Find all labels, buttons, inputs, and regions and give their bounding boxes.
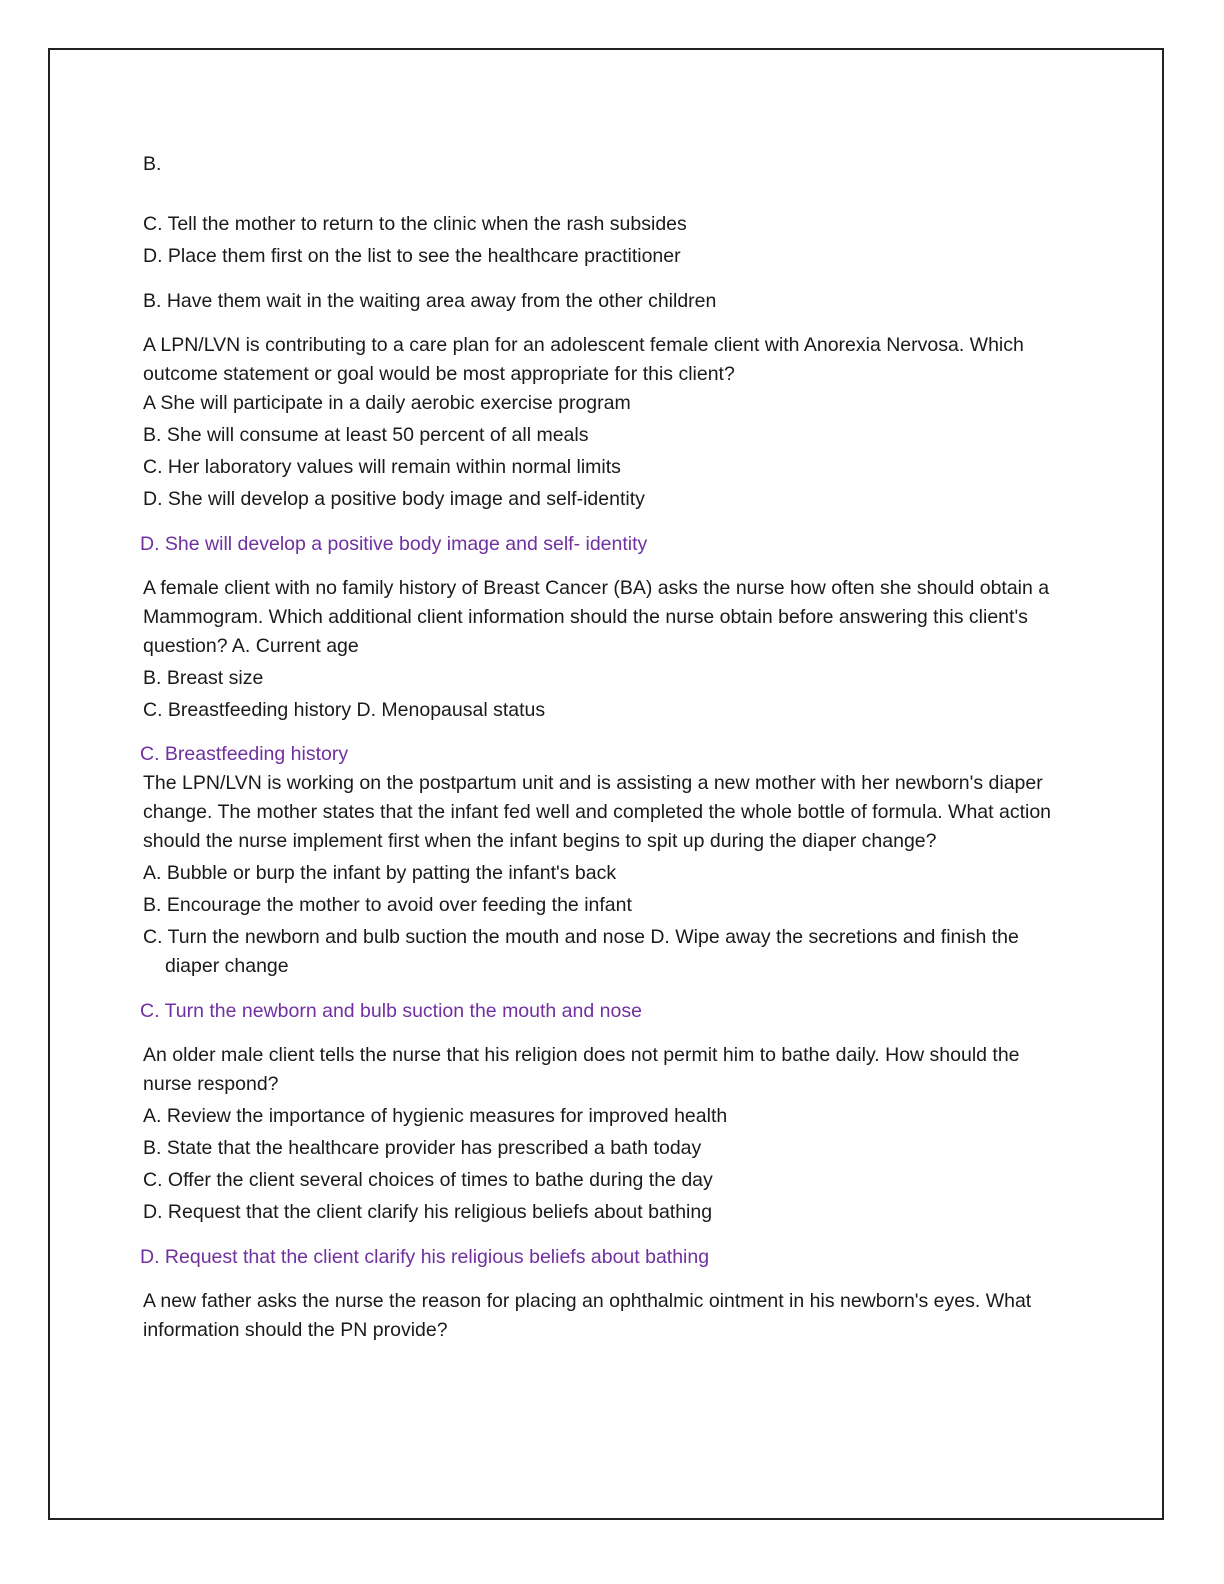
- answer-text: B. Have them wait in the waiting area away from the other children: [143, 290, 717, 312]
- answer-text: C. Turn the newborn and bulb suction the mouth and nose: [140, 1000, 642, 1022]
- option-d: D. Place them first on the list to see the healthcare practitioner: [143, 245, 681, 267]
- option-cd: C. Breastfeeding history D. Menopausal status: [143, 699, 546, 721]
- answer-text: D. Request that the client clarify his religious beliefs about bathing: [140, 1246, 710, 1268]
- question-text: The LPN/LVN is working on the postpartum unit and is assisting a new mother with her newborn's diaper change. The mother states that the infant fed well and completed the whole bottle of formula. What action should the nurse implement first when the infant begins to spit up during the diaper change?: [143, 772, 1052, 852]
- option-d: D. Request that the client clarify his religious beliefs about bathing: [143, 1201, 713, 1223]
- option-b: B. State that the healthcare provider has prescribed a bath today: [143, 1137, 702, 1159]
- option-d: D. She will develop a positive body image and self-identity: [143, 488, 645, 510]
- option-b: B. She will consume at least 50 percent of all meals: [143, 424, 589, 446]
- option-a: A She will participate in a daily aerobic exercise program: [143, 392, 631, 414]
- question-text: A female client with no family history of Breast Cancer (BA) asks the nurse how often she should obtain a Mammogram. Which additional client information should the nurse obtain before answering this client's question? A. Current age: [143, 577, 1050, 657]
- option-c: C. Her laboratory values will remain within normal limits: [143, 456, 621, 478]
- option-b: B. Breast size: [143, 667, 264, 689]
- option-c: C. Tell the mother to return to the clinic when the rash subsides: [143, 213, 687, 235]
- question-text: A new father asks the nurse the reason for placing an ophthalmic ointment in his newborn's eyes. What information should the PN provide?: [143, 1290, 1032, 1341]
- option-c: C. Offer the client several choices of times to bathe during the day: [143, 1169, 713, 1191]
- option-b: B.: [143, 153, 162, 175]
- question-text: An older male client tells the nurse that his religion does not permit him to bathe daily. How should the nurse respond?: [143, 1044, 1020, 1095]
- option-a: A. Bubble or burp the infant by patting the infant's back: [143, 862, 617, 884]
- option-cd: C. Turn the newborn and bulb suction the mouth and nose D. Wipe away the secretions and finish the diaper change: [143, 926, 1019, 977]
- question-text: A LPN/LVN is contributing to a care plan for an adolescent female client with Anorexia Nervosa. Which outcome statement or goal would be most appropriate for this client?: [143, 334, 1024, 385]
- option-b: B. Encourage the mother to avoid over feeding the infant: [143, 894, 632, 916]
- document-body: [140, 150, 1073, 1345]
- option-a: A. Review the importance of hygienic measures for improved health: [143, 1105, 728, 1127]
- answer-text: C. Breastfeeding history: [140, 743, 349, 765]
- answer-text: D. She will develop a positive body image and self- identity: [140, 533, 648, 555]
